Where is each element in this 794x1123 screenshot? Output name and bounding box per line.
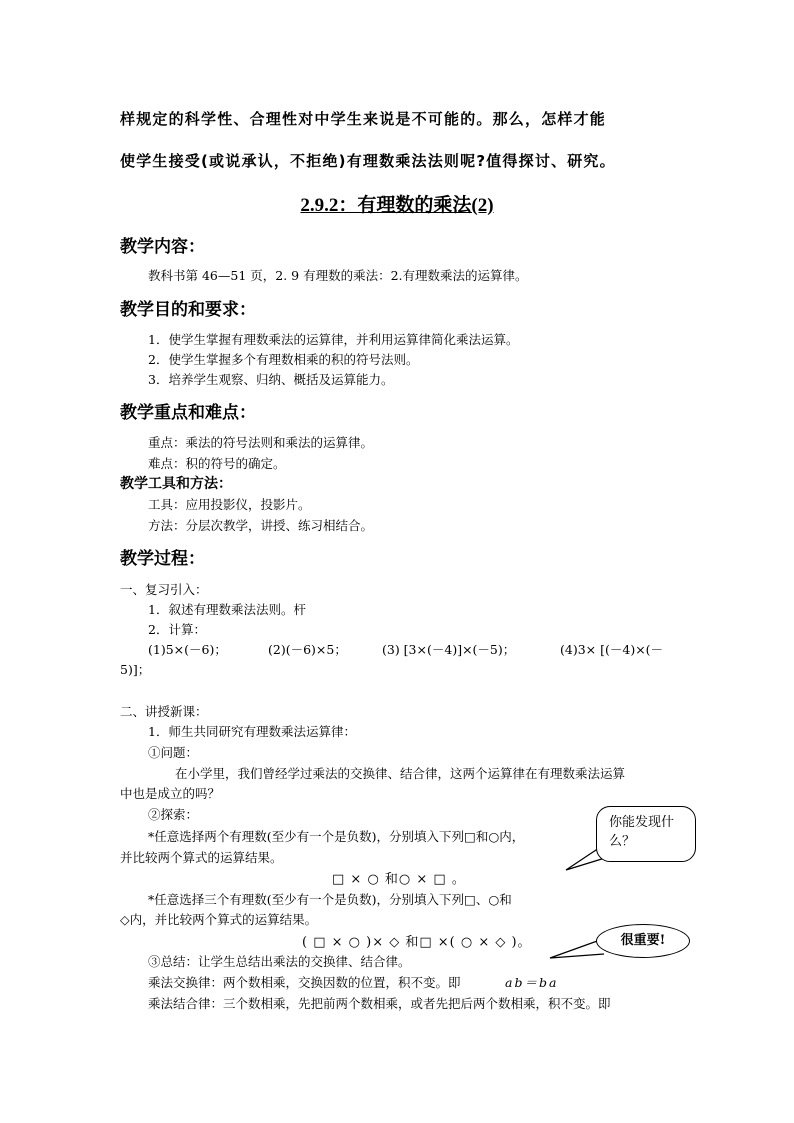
new-lesson-title: 二、讲授新课： xyxy=(120,704,208,719)
section-heading-goals: 教学目的和要求： xyxy=(120,300,256,320)
speech-bubble-discover xyxy=(596,806,696,862)
new-lesson-item-1: 1．师生共同研究有理数乘法运算律： xyxy=(148,724,356,739)
tools-tool: 工具：应用投影仪，投影片。 xyxy=(148,497,311,512)
commutative-formula: ab＝ba xyxy=(505,975,559,990)
page-title: 2.9.2：有理数的乘法(2) xyxy=(300,195,494,216)
explore-1-line-2: 并比较两个算式的运算结果。 xyxy=(120,850,283,865)
associative-law: 乘法结合律：三个数相乘，先把前两个数相乘，或者先把后两个数相乘，积不变。即 xyxy=(148,996,611,1011)
speech-bubble-discover-text: 你能发现什么？ xyxy=(609,815,675,849)
review-calc-4-cont: 5)]； xyxy=(120,662,151,677)
review-calc-2: (2)(－6)×5； xyxy=(268,642,347,657)
review-calc-1: (1)5×(－6)； xyxy=(148,642,227,657)
section-heading-content: 教学内容： xyxy=(120,237,205,257)
question-label: ①问题： xyxy=(148,745,199,760)
review-calc-3: (3) [3×(－4)]×(－5)； xyxy=(382,642,516,657)
tools-method: 方法：分层次教学，讲授、练习相结合。 xyxy=(148,518,374,533)
section-heading-key-points: 教学重点和难点： xyxy=(120,403,256,423)
review-item-2: 2．计算： xyxy=(148,622,206,637)
explore-1-line-1: *任意选择两个有理数(至少有一个是负数)，分别填入下列□和○内， xyxy=(148,829,525,844)
explore-2-line-2: ◇内，并比较两个算式的运算结果。 xyxy=(120,912,318,927)
formula-commutative-boxes: □ × ○ 和○ × □ 。 xyxy=(332,872,466,887)
goal-item-3: 3．培养学生观察、归纳、概括及运算能力。 xyxy=(148,372,394,387)
summary-line: ③总结：让学生总结出乘法的交换律、结合律。 xyxy=(148,954,411,969)
section-heading-process: 教学过程： xyxy=(120,549,205,569)
explore-label: ②探索： xyxy=(148,807,199,822)
intro-line-1: 样规定的科学性、合理性对中学生来说是不可能的。那么，怎样才能 xyxy=(120,110,607,128)
review-title: 一、复习引入： xyxy=(120,582,208,597)
review-item-1: 1．叙述有理数乘法法则。杆 xyxy=(148,602,306,617)
content-text: 教科书第 46—51 页，2. 9 有理数的乘法：2.有理数乘法的运算律。 xyxy=(148,268,528,283)
goal-item-1: 1．使学生掌握有理数乘法的运算律，并利用运算律简化乘法运算。 xyxy=(148,332,519,347)
section-heading-tools: 教学工具和方法： xyxy=(120,476,232,492)
speech-bubble-important: 很重要! xyxy=(596,924,690,958)
goal-item-2: 2．使学生掌握多个有理数相乘的积的符号法则。 xyxy=(148,352,419,367)
intro-line-2: 使学生接受(或说承认，不拒绝)有理数乘法法则呢?值得探讨、研究。 xyxy=(120,152,616,170)
review-calc-4: (4)3× [(－4)×(－ xyxy=(560,642,664,657)
formula-associative-boxes: ( □ × ○ )× ◇ 和□ ×( ○ × ◇ )。 xyxy=(302,935,532,950)
question-line-2: 中也是成立的吗？ xyxy=(120,786,221,801)
question-line-1: 在小学里，我们曾经学过乘法的交换律、结合律，这两个运算律在有理数乘法运算 xyxy=(175,766,626,781)
explore-2-line-1: *任意选择三个有理数(至少有一个是负数)，分别填入下列□、○和 xyxy=(148,892,512,907)
key-point-difficult: 难点：积的符号的确定。 xyxy=(148,456,286,471)
commutative-law: 乘法交换律：两个数相乘，交换因数的位置，积不变。即 xyxy=(148,975,461,990)
key-point-important: 重点：乘法的符号法则和乘法的运算律。 xyxy=(148,435,374,450)
